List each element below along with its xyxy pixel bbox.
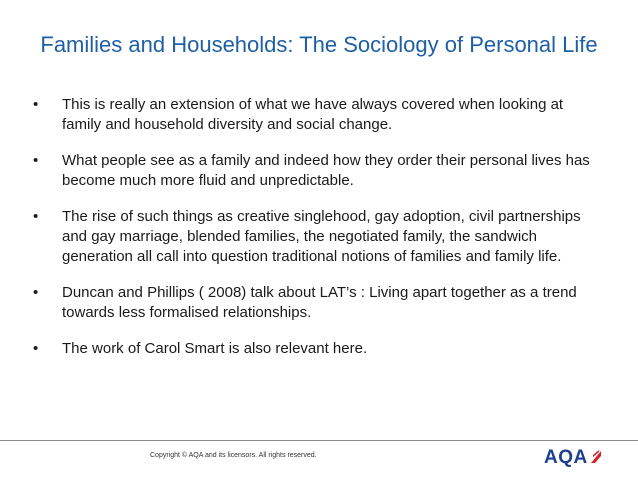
bullet-text: This is really an extension of what we have always covered when looking at family and household diversity and social change. bbox=[62, 96, 564, 133]
bullet-list bbox=[28, 95, 600, 375]
bullet-text: The rise of such things as creative singlehood, gay adoption, civil partnerships and gay marriage, blended families, the negotiated family, the sandwich generation all call into question traditional notions of families and family life. bbox=[62, 208, 581, 265]
bullet-item bbox=[28, 151, 600, 191]
bullet-item bbox=[28, 207, 600, 267]
bullet-item bbox=[28, 95, 600, 135]
footer-divider bbox=[0, 440, 638, 441]
aqa-logo-mark-icon bbox=[589, 449, 603, 465]
bullet-text: The work of Carol Smart is also relevant here. bbox=[62, 340, 368, 357]
aqa-logo bbox=[544, 447, 604, 469]
slide-title: Families and Households: The Sociology of Personal Life bbox=[40, 32, 598, 57]
bullet-marker: • bbox=[33, 208, 39, 225]
logo-text: AQA bbox=[544, 447, 588, 468]
copyright-notice: Copyright © AQA and its licensors. All rights reserved. bbox=[150, 452, 317, 459]
bullet-marker: • bbox=[33, 284, 39, 301]
bullet-marker: • bbox=[33, 152, 39, 169]
bullet-marker: • bbox=[33, 96, 39, 113]
bullet-marker: • bbox=[33, 340, 39, 357]
bullet-item bbox=[28, 283, 600, 323]
bullet-text: What people see as a family and indeed how they order their personal lives has become much more fluid and unpredictable. bbox=[62, 152, 590, 189]
bullet-item bbox=[28, 339, 600, 359]
bullet-text: Duncan and Phillips ( 2008) talk about LAT’s : Living apart together as a trend towards less formalised relationships. bbox=[62, 284, 577, 321]
